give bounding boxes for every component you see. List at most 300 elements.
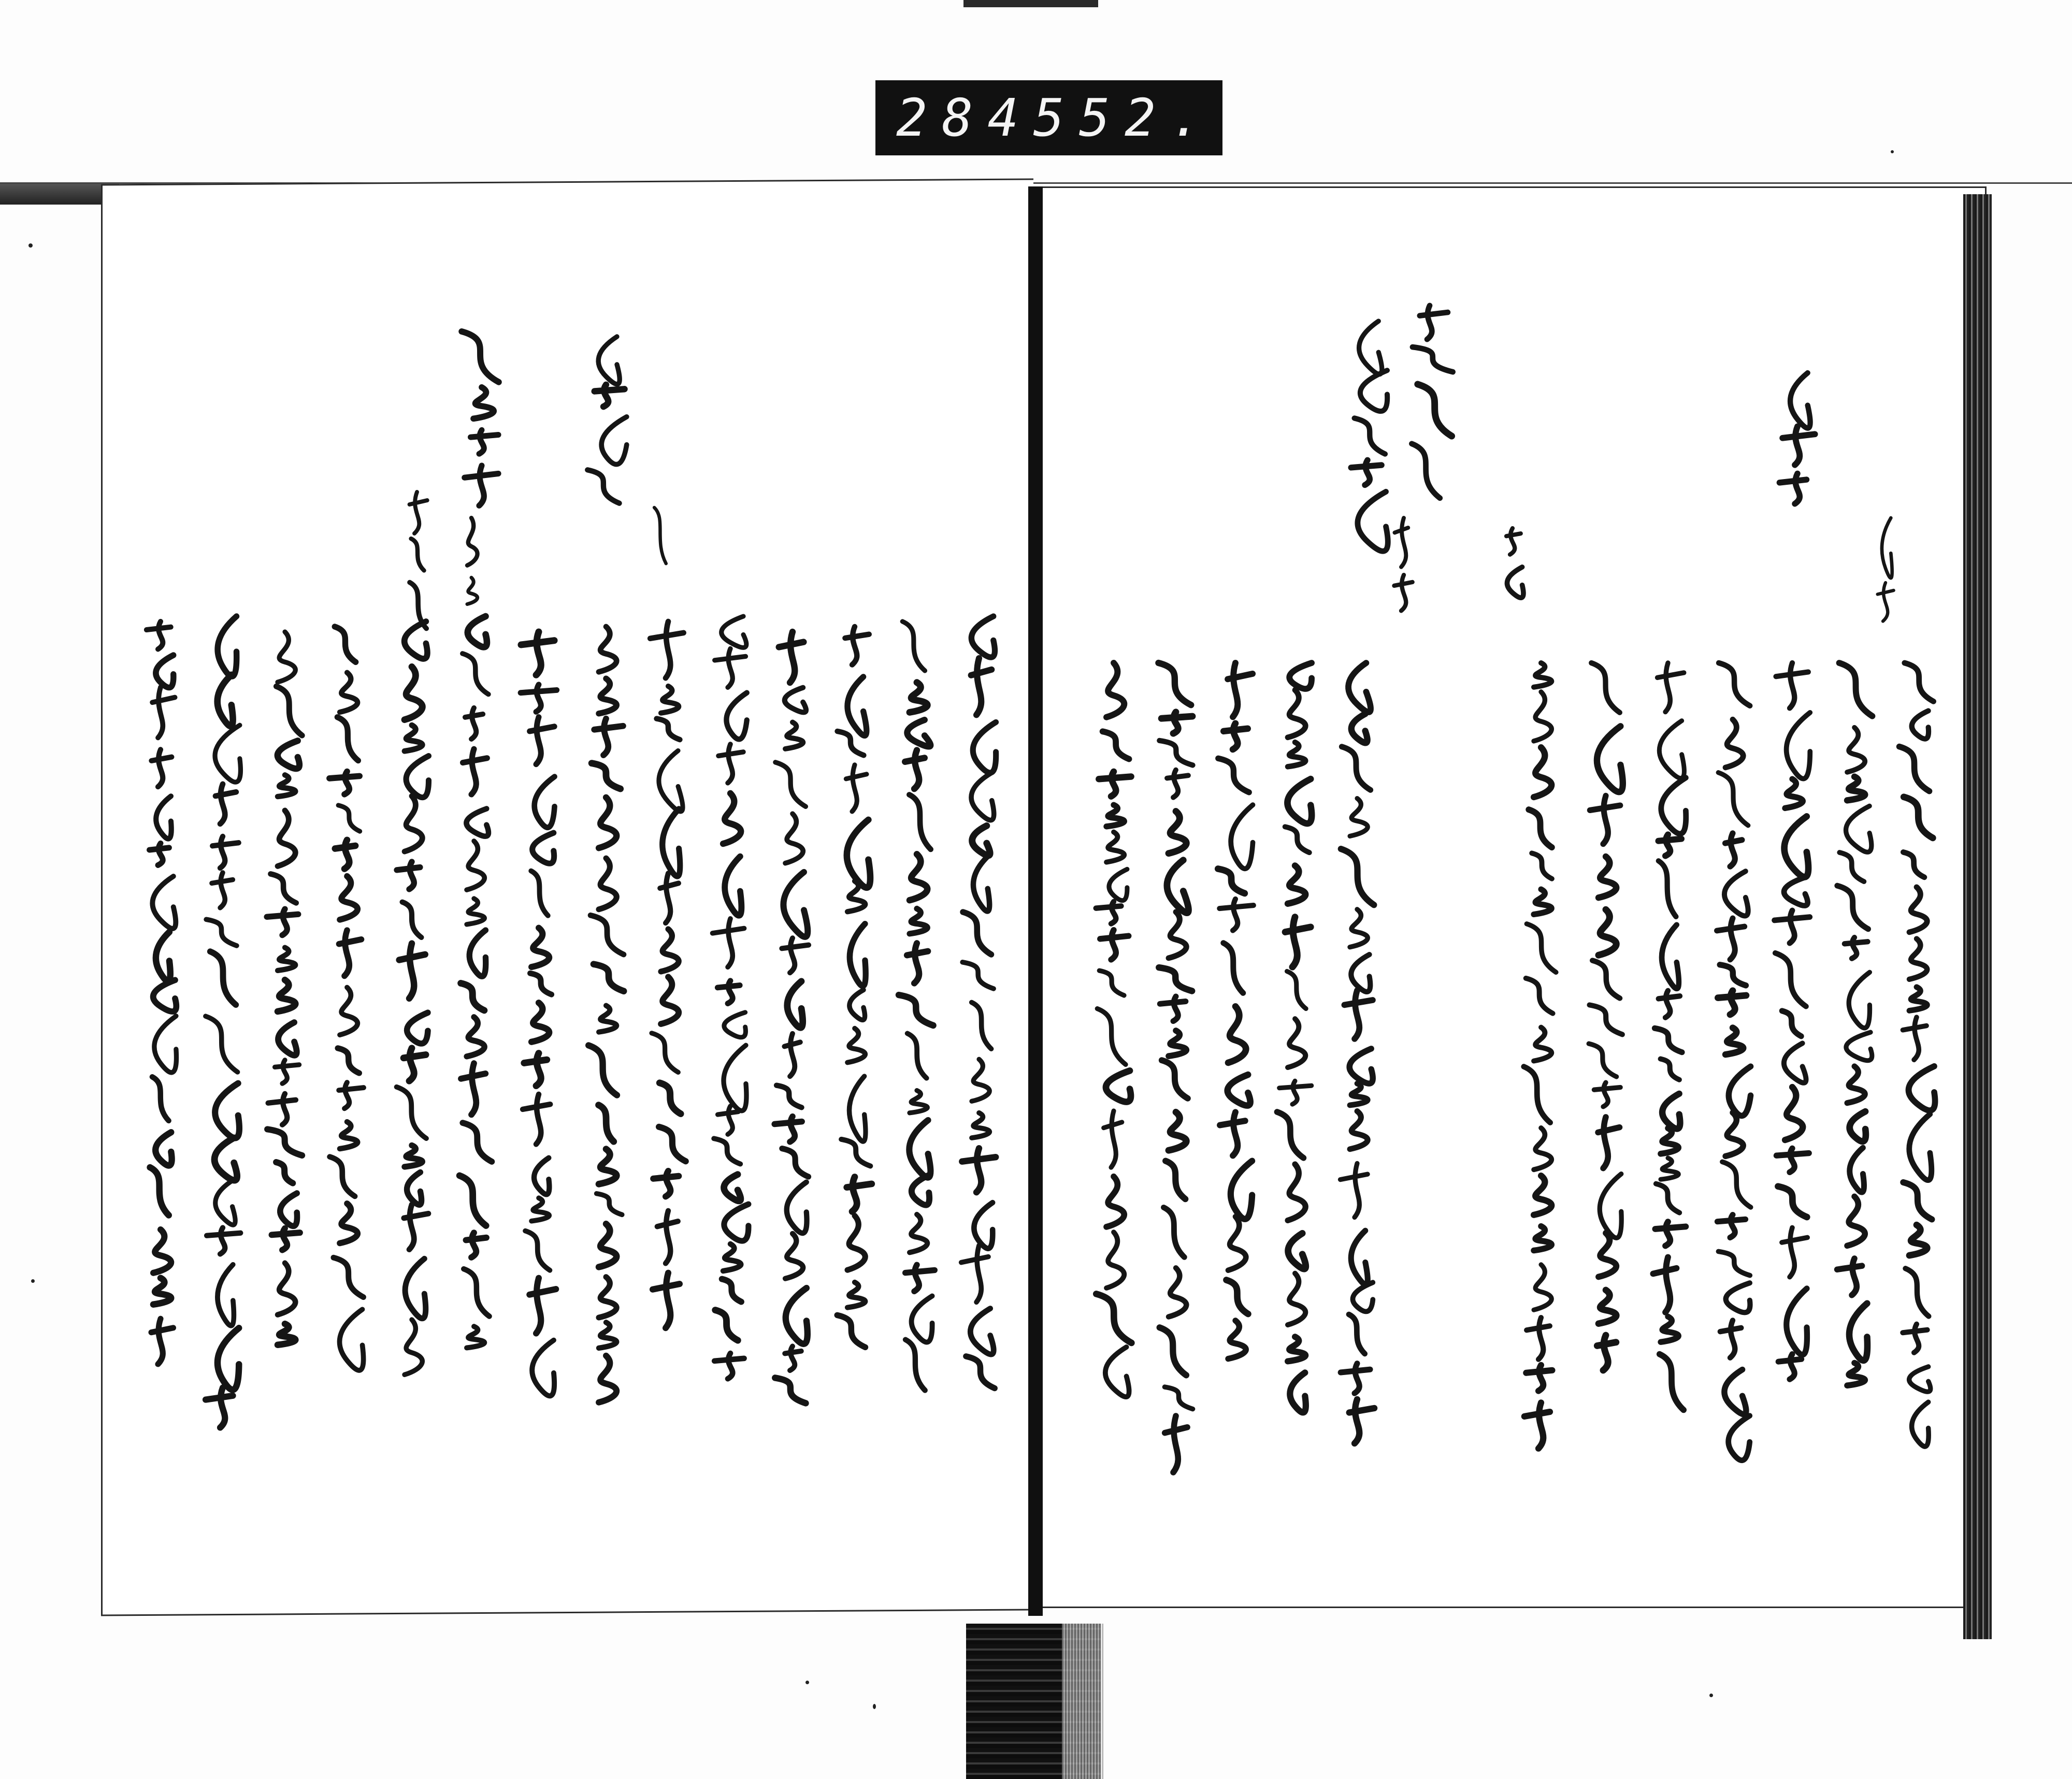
ink-stroke [1418, 384, 1452, 436]
ink-stroke [1661, 1317, 1678, 1342]
ink-stroke [330, 1157, 355, 1196]
ink-stroke [1718, 1251, 1750, 1275]
ink-stroke [905, 1340, 925, 1391]
ink-stroke [410, 492, 427, 533]
ink-stroke [411, 539, 424, 571]
ink-stroke [1167, 770, 1188, 798]
ink-stroke [1719, 663, 1750, 706]
ink-stroke [1526, 1365, 1552, 1391]
ink-stroke [151, 1319, 173, 1364]
ink-stroke [462, 331, 499, 382]
ink-stroke [1534, 692, 1551, 741]
ink-stroke [1909, 987, 1927, 1011]
ink-stroke [156, 932, 170, 981]
ink-stroke [1661, 1059, 1679, 1080]
ink-stroke [340, 1122, 357, 1149]
ink-stroke [278, 1324, 295, 1345]
ink-stroke [1775, 953, 1806, 1006]
ink-stroke [1846, 806, 1872, 852]
ink-stroke [1228, 1006, 1246, 1063]
ink-stroke [1720, 965, 1746, 986]
ink-stroke [404, 1205, 428, 1250]
ink-stroke [1413, 347, 1453, 372]
ink-stroke [406, 756, 428, 798]
ink-stroke [465, 466, 498, 505]
ink-stroke [340, 876, 357, 920]
ink-stroke [847, 1282, 865, 1308]
ink-stroke [1534, 1128, 1551, 1170]
ink-stroke [218, 675, 233, 726]
ink-stroke [466, 1233, 486, 1257]
ink-stroke [1782, 1011, 1801, 1036]
ink-stroke [910, 1214, 927, 1252]
ink-stroke [339, 930, 362, 976]
ink-stroke [1289, 663, 1312, 689]
ink-stroke [1100, 930, 1129, 960]
ink-stroke [278, 811, 295, 866]
ink-stroke [1655, 1222, 1686, 1246]
ink-stroke [1589, 1044, 1616, 1077]
ink-stroke [599, 1006, 616, 1032]
ink-stroke [725, 857, 741, 916]
ink-stroke [1534, 889, 1551, 914]
ink-stroke [1287, 779, 1312, 823]
ink-stroke [278, 775, 295, 797]
ink-stroke [1349, 1399, 1374, 1443]
ink-stroke [280, 1193, 297, 1226]
ink-stroke [271, 1228, 299, 1250]
ink-stroke [724, 1175, 741, 1201]
ink-stroke [1718, 991, 1746, 1015]
ink-stroke [847, 1029, 865, 1063]
ink-stroke [1782, 426, 1815, 465]
ink-stroke [1162, 1060, 1188, 1098]
ink-stroke [1288, 1233, 1306, 1269]
ink-stroke [912, 1175, 929, 1205]
ink-stroke [1905, 663, 1934, 701]
ink-stroke [1785, 1087, 1803, 1140]
ink-stroke [1599, 857, 1616, 898]
ink-stroke [1359, 321, 1382, 374]
ink-stroke [405, 667, 422, 719]
ink-stroke [461, 983, 484, 1010]
ink-stroke [397, 862, 420, 889]
ink-stroke [961, 1246, 988, 1303]
ink-stroke [1724, 871, 1748, 916]
ink-stroke [786, 1288, 808, 1344]
ink-stroke [152, 876, 176, 929]
ink-stroke [531, 1198, 549, 1221]
ink-stroke [1726, 1283, 1750, 1312]
ink-stroke [1096, 902, 1121, 924]
ink-stroke [1532, 853, 1552, 878]
ink-stroke [405, 1146, 422, 1167]
ink-stroke [718, 1106, 739, 1135]
ink-stroke [156, 796, 171, 838]
ink-stroke [267, 909, 298, 935]
ink-stroke [215, 784, 236, 824]
ink-stroke [1165, 1416, 1187, 1472]
ink-stroke [1288, 1274, 1305, 1325]
ink-stroke [1288, 1164, 1305, 1221]
ink-stroke [533, 833, 554, 863]
ink-stroke [1288, 742, 1305, 766]
ink-stroke [210, 951, 236, 1005]
ink-stroke [1839, 663, 1873, 716]
ink-stroke [407, 1013, 428, 1044]
ink-stroke [1106, 663, 1124, 717]
ink-stroke [659, 1127, 686, 1162]
ink-stroke [846, 765, 867, 812]
ink-stroke [218, 1265, 234, 1326]
ink-stroke [599, 1149, 616, 1184]
ink-stroke [1340, 1163, 1368, 1217]
ink-stroke [1882, 518, 1892, 578]
ink-stroke [1527, 924, 1556, 972]
ink-stroke [1589, 1005, 1622, 1034]
ink-stroke [1529, 809, 1552, 847]
ink-stroke [1778, 1354, 1801, 1380]
ink-stroke [1903, 852, 1924, 877]
ink-stroke [534, 1158, 549, 1195]
ink-stroke [468, 616, 487, 647]
ink-stroke [215, 725, 240, 782]
ink-stroke [1527, 1318, 1550, 1359]
ink-stroke [599, 678, 616, 714]
ink-stroke [1659, 861, 1676, 917]
ink-stroke [1594, 1082, 1620, 1107]
ink-stroke [970, 1308, 994, 1354]
ink-stroke [525, 1231, 550, 1270]
ink-stroke [529, 1278, 556, 1334]
ink-stroke [591, 915, 624, 954]
ink-stroke [405, 725, 422, 751]
scan-speck [1891, 150, 1894, 153]
ink-stroke [1106, 832, 1124, 862]
ink-stroke [147, 621, 171, 649]
ink-stroke [1600, 1174, 1621, 1238]
ink-stroke [776, 1086, 802, 1108]
ink-stroke [599, 1277, 616, 1318]
ink-stroke [1228, 663, 1253, 717]
ink-stroke [1169, 1031, 1186, 1056]
ink-stroke [461, 1063, 485, 1115]
ink-stroke [1228, 1217, 1246, 1270]
ink-stroke [530, 717, 555, 764]
ink-stroke [909, 794, 930, 849]
ink-stroke [910, 908, 927, 933]
ink-stroke [912, 1296, 932, 1342]
ink-stroke [909, 1120, 930, 1178]
ink-stroke [1524, 1066, 1550, 1122]
ink-stroke [1524, 1402, 1550, 1448]
ink-stroke [847, 820, 870, 888]
ink-stroke [1659, 721, 1684, 778]
ink-stroke [270, 874, 296, 903]
ink-stroke [597, 1194, 622, 1215]
ink-stroke [215, 1180, 235, 1225]
ink-stroke [339, 1082, 364, 1108]
ink-stroke [718, 744, 743, 783]
ink-stroke [1729, 1416, 1750, 1460]
ink-stroke [973, 857, 989, 912]
ink-stroke [785, 814, 803, 863]
ink-stroke [1776, 663, 1808, 708]
ink-stroke [661, 929, 679, 972]
ink-stroke [663, 809, 680, 876]
ink-stroke [1348, 663, 1371, 712]
ink-stroke [724, 1013, 746, 1037]
ink-stroke [713, 919, 744, 967]
ink-stroke [1218, 869, 1244, 893]
ink-stroke [1353, 1282, 1373, 1311]
ink-stroke [1787, 1289, 1807, 1355]
ink-stroke [1658, 663, 1684, 712]
ink-stroke [1169, 912, 1186, 958]
ink-stroke [1169, 1112, 1186, 1150]
ink-stroke [1106, 1232, 1124, 1288]
ink-stroke [521, 685, 557, 712]
ink-stroke [1159, 741, 1192, 765]
ink-stroke [1909, 1066, 1935, 1110]
ink-stroke [1169, 1268, 1186, 1317]
ink-stroke [1729, 1066, 1750, 1116]
scan-speck [873, 1704, 876, 1709]
ink-stroke [1660, 1354, 1684, 1410]
ink-stroke [1662, 925, 1679, 989]
ink-stroke [599, 858, 616, 909]
ink-stroke [1351, 460, 1382, 485]
ink-stroke [149, 843, 169, 865]
ink-stroke [722, 616, 746, 647]
ink-stroke [1912, 1402, 1929, 1447]
ink-stroke [329, 772, 359, 794]
ink-stroke [659, 1083, 681, 1114]
ink-stroke [523, 1094, 550, 1144]
ink-stroke [1846, 1032, 1872, 1061]
ink-stroke [1161, 712, 1192, 733]
ink-stroke [783, 872, 808, 937]
ink-stroke [338, 805, 360, 831]
ink-stroke [1288, 690, 1305, 737]
ink-stroke [972, 1113, 989, 1138]
ink-stroke [650, 621, 683, 678]
ink-stroke [1277, 1112, 1303, 1158]
ink-stroke [340, 1309, 364, 1370]
ink-stroke [463, 1123, 492, 1162]
ink-stroke [1534, 747, 1551, 797]
ink-stroke [1167, 860, 1189, 913]
ink-stroke [782, 1149, 809, 1177]
ink-stroke [1909, 887, 1927, 932]
ink-stroke [973, 722, 996, 773]
scan-speck [1709, 1694, 1713, 1697]
ink-stroke [459, 1176, 486, 1226]
ink-stroke [405, 1320, 422, 1375]
ink-stroke [1904, 797, 1933, 838]
ink-stroke [1725, 1028, 1743, 1054]
ink-stroke [467, 1017, 484, 1057]
ink-stroke [1218, 758, 1249, 792]
ink-stroke [966, 1356, 995, 1389]
ink-stroke [594, 719, 623, 755]
scan-speck [31, 1279, 35, 1283]
ink-stroke [1724, 1369, 1746, 1414]
ink-stroke [1099, 971, 1124, 995]
ink-stroke [785, 1346, 801, 1370]
ink-stroke [653, 1171, 679, 1196]
ink-stroke [206, 919, 237, 946]
ink-stroke [1909, 939, 1927, 979]
ink-stroke [1597, 1335, 1616, 1370]
ink-stroke [785, 722, 803, 748]
ink-stroke [784, 1034, 800, 1077]
ink-stroke [902, 621, 925, 671]
ink-stroke [1285, 827, 1310, 852]
ink-stroke [1534, 1265, 1551, 1310]
ink-stroke [337, 717, 358, 761]
ink-stroke [598, 337, 620, 384]
ink-stroke [152, 687, 175, 738]
ink-stroke [275, 1060, 299, 1083]
ink-stroke [1837, 1259, 1862, 1295]
ink-stroke [850, 924, 866, 986]
ink-stroke [469, 930, 486, 976]
ink-stroke [532, 1340, 554, 1396]
ink-stroke [850, 990, 865, 1020]
ink-stroke [1534, 1028, 1551, 1061]
ink-stroke [657, 719, 680, 740]
ink-stroke [1849, 972, 1869, 1028]
ink-stroke [1534, 1226, 1551, 1251]
ink-stroke [397, 1087, 426, 1138]
ink-stroke [715, 648, 746, 687]
ink-stroke [847, 1216, 865, 1270]
ink-stroke [1778, 1187, 1807, 1217]
ink-stroke [1166, 1161, 1185, 1199]
ink-stroke [1285, 917, 1311, 967]
ink-stroke [1656, 1184, 1679, 1213]
ink-stroke [1288, 1337, 1305, 1361]
ink-stroke [1219, 899, 1254, 931]
ink-stroke [276, 686, 302, 735]
ink-stroke [335, 627, 355, 662]
ink-stroke [278, 948, 295, 971]
ink-stroke [1106, 1071, 1131, 1102]
ink-stroke [1909, 1225, 1927, 1255]
ink-stroke [726, 693, 746, 740]
ink-stroke [971, 616, 995, 657]
ink-stroke [1290, 1372, 1306, 1412]
ink-stroke [1776, 1148, 1809, 1172]
ink-stroke [1160, 1327, 1186, 1375]
frame-number-right: 552. [1033, 88, 1216, 148]
ink-stroke [1341, 849, 1374, 905]
ink-stroke [340, 987, 357, 1035]
ink-stroke [278, 1022, 297, 1055]
ink-stroke [1878, 583, 1894, 621]
ink-stroke [405, 1259, 426, 1318]
ink-stroke [467, 518, 478, 566]
ink-stroke [1228, 1321, 1246, 1359]
ink-stroke [530, 973, 552, 994]
ink-stroke [1837, 886, 1868, 929]
ink-stroke [278, 980, 295, 1011]
ink-stroke [1850, 1148, 1864, 1192]
ink-stroke [335, 840, 355, 869]
ink-stroke [278, 741, 299, 769]
scan-speck [28, 243, 33, 248]
ink-stroke [1109, 869, 1127, 900]
ink-stroke [775, 762, 805, 806]
ink-stroke [399, 944, 425, 999]
ink-stroke [1661, 1128, 1678, 1153]
ink-stroke [466, 808, 488, 836]
ink-stroke [1790, 373, 1810, 428]
ink-stroke [962, 1148, 996, 1192]
ink-stroke [1096, 1294, 1131, 1343]
ink-stroke [657, 1211, 678, 1264]
ink-stroke [1106, 805, 1124, 827]
ink-stroke [531, 1003, 549, 1042]
ink-stroke [724, 1204, 749, 1241]
ink-stroke [599, 1105, 614, 1142]
ink-stroke [905, 1265, 935, 1291]
ink-stroke [535, 777, 555, 828]
ink-stroke [837, 1315, 865, 1347]
ink-stroke [278, 632, 295, 682]
ink-stroke [1158, 663, 1191, 705]
ink-stroke [1349, 1049, 1373, 1083]
ink-stroke [1900, 747, 1930, 791]
ink-stroke [1350, 1111, 1368, 1149]
ink-stroke [471, 430, 499, 454]
ink-stroke [715, 1310, 738, 1340]
ink-stroke [1288, 1019, 1305, 1067]
ink-stroke [907, 720, 930, 747]
ink-stroke [599, 798, 616, 848]
ink-stroke [599, 1224, 616, 1267]
ink-stroke [1394, 518, 1408, 567]
ink-stroke [1350, 799, 1368, 836]
ink-stroke [1106, 1177, 1124, 1227]
ink-stroke [908, 1033, 927, 1078]
ink-stroke [1164, 1387, 1192, 1409]
ink-stroke [1659, 834, 1681, 856]
ink-stroke [779, 632, 804, 683]
ink-stroke [1850, 1111, 1866, 1141]
ink-stroke [723, 793, 741, 844]
ink-stroke [654, 508, 666, 563]
ink-stroke [1597, 726, 1623, 792]
ink-stroke [723, 1244, 741, 1271]
ink-stroke [787, 981, 803, 1028]
ink-stroke [907, 943, 928, 983]
ink-stroke [1725, 833, 1742, 866]
ink-stroke [847, 677, 867, 736]
ink-stroke [1654, 1028, 1682, 1052]
ink-stroke [1507, 567, 1523, 598]
ink-stroke [1661, 778, 1686, 834]
ink-stroke [1903, 1017, 1926, 1060]
ink-stroke [267, 1129, 302, 1155]
ink-stroke [1103, 731, 1129, 759]
ink-stroke [1350, 909, 1368, 947]
ink-stroke [1849, 1304, 1867, 1361]
ink-stroke [153, 980, 177, 1011]
ink-stroke [334, 1257, 364, 1297]
ink-stroke [1717, 918, 1745, 960]
